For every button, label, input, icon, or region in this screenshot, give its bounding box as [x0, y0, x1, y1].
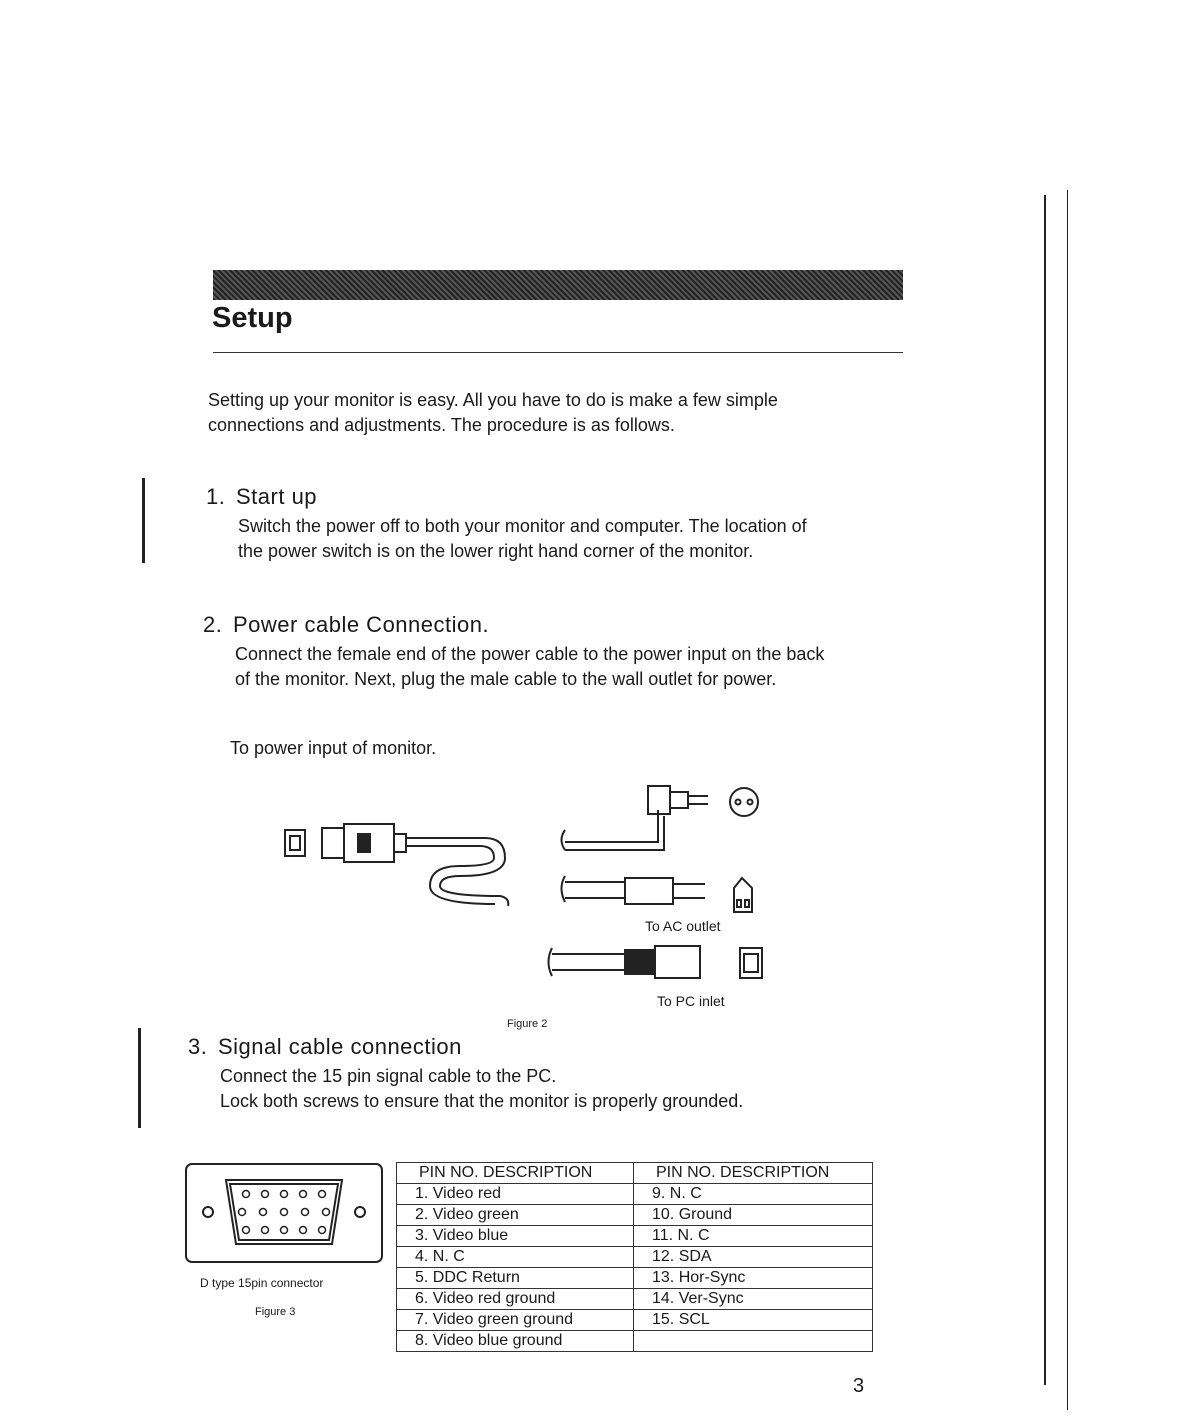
pin-left: 3. Video blue — [397, 1226, 634, 1247]
to-power-input-label: To power input of monitor. — [230, 738, 437, 758]
step-signal-cable — [188, 1034, 888, 1114]
step-title: Power cable Connection. — [233, 612, 490, 637]
pin-hole-icon — [262, 1227, 269, 1234]
step-number: 1. — [206, 484, 226, 509]
us-plug-icon — [625, 878, 673, 904]
step-title: Signal cable connection — [218, 1034, 462, 1059]
pin-hole-icon — [260, 1209, 267, 1216]
step-power-cable — [203, 612, 825, 692]
intro-paragraph: Setting up your monitor is easy. All you have to do is make a few simple connections and adjustments. The procedure is as follows. — [208, 390, 778, 435]
pin-right: 13. Hor-Sync — [634, 1268, 873, 1289]
pin-left: 1. Video red — [397, 1184, 634, 1205]
figure-3-caption: Figure 3 — [255, 1306, 296, 1318]
header-right: PIN NO. DESCRIPTION — [634, 1163, 873, 1184]
page-number: 3 — [853, 1375, 865, 1397]
pin-left: 5. DDC Return — [397, 1268, 634, 1289]
pin-left: 2. Video green — [397, 1205, 634, 1226]
d-sub-shell-icon — [226, 1180, 342, 1244]
step-heading — [206, 484, 828, 510]
pin-right — [634, 1331, 873, 1352]
pin-left: 6. Video red ground — [397, 1289, 634, 1310]
table-row — [397, 1247, 873, 1268]
section-header-bar — [213, 270, 903, 300]
table-row — [397, 1289, 873, 1310]
connector-label: D type 15pin connector — [200, 1276, 324, 1290]
pin-left: 8. Video blue ground — [397, 1331, 634, 1352]
table-row — [397, 1184, 873, 1205]
pin-hole-icon — [302, 1209, 309, 1216]
pin-hole-icon — [281, 1209, 288, 1216]
pin-hole-icon — [323, 1209, 330, 1216]
pin-hole-icon — [262, 1191, 269, 1198]
pin-right: 11. N. C — [634, 1226, 873, 1247]
female-plug-icon — [322, 828, 344, 858]
to-pc-inlet-label: To PC inlet — [657, 993, 725, 1009]
pin-right: 10. Ground — [634, 1205, 873, 1226]
table-row — [397, 1310, 873, 1331]
step-heading — [203, 612, 825, 638]
step-start-up — [206, 484, 828, 564]
pin-hole-icon — [243, 1227, 250, 1234]
step-number: 3. — [188, 1034, 208, 1059]
schuko-socket-icon — [730, 788, 758, 816]
step-title: Start up — [236, 484, 318, 509]
step-text: Switch the power off to both your monitor and computer. The location of the power switch is on the lower right hand corner of the monitor. — [238, 516, 807, 561]
step-text: Connect the female end of the power cable to the power input on the back of the monitor. Next, plug the male cable to the wall outlet for power. — [235, 644, 825, 689]
pc-plug-icon — [625, 950, 655, 974]
pin-right: 12. SDA — [634, 1247, 873, 1268]
d-sub-connector-diagram — [184, 1160, 384, 1270]
table-row — [397, 1226, 873, 1247]
step-heading — [188, 1034, 888, 1060]
scan-edge-line — [1067, 190, 1068, 1410]
pin-left: 4. N. C — [397, 1247, 634, 1268]
pin-description-table — [396, 1162, 873, 1352]
pin-left: 7. Video green ground — [397, 1310, 634, 1331]
pin-hole-icon — [319, 1191, 326, 1198]
pin-hole-icon — [239, 1209, 246, 1216]
scan-edge-line — [1044, 195, 1046, 1385]
scan-mark — [142, 478, 145, 563]
pin-hole-icon — [243, 1191, 250, 1198]
pin-right: 14. Ver-Sync — [634, 1289, 873, 1310]
power-cable-diagram — [280, 780, 780, 1020]
step-number: 2. — [203, 612, 223, 637]
pin-hole-icon — [300, 1191, 307, 1198]
pin-right: 9. N. C — [634, 1184, 873, 1205]
title-rule — [213, 352, 903, 353]
pin-hole-icon — [281, 1191, 288, 1198]
pin-right: 15. SCL — [634, 1310, 873, 1331]
header-left: PIN NO. DESCRIPTION — [397, 1163, 634, 1184]
step-text-line-2: Lock both screws to ensure that the monitor is properly grounded. — [220, 1091, 744, 1111]
figure-2-caption: Figure 2 — [507, 1018, 548, 1030]
pin-hole-icon — [300, 1227, 307, 1234]
schuko-plug-icon — [648, 786, 670, 814]
table-row — [397, 1205, 873, 1226]
scan-mark — [138, 1028, 141, 1128]
to-ac-outlet-label: To AC outlet — [645, 918, 721, 934]
table-header-row — [397, 1163, 873, 1184]
table-row — [397, 1331, 873, 1352]
table-row — [397, 1268, 873, 1289]
monitor-inlet-icon — [285, 830, 305, 856]
step-text-line-1: Connect the 15 pin signal cable to the PC. — [220, 1066, 557, 1086]
section-title: Setup — [212, 302, 293, 334]
pin-hole-icon — [319, 1227, 326, 1234]
pin-hole-icon — [281, 1227, 288, 1234]
